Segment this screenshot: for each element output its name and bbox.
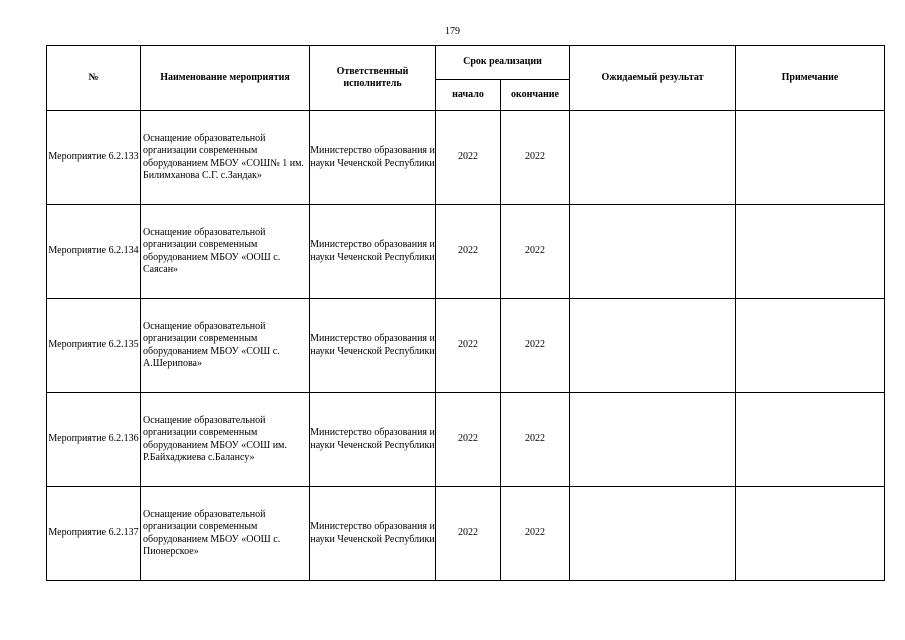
- cell-executor: Министерство образования и науки Чеченской Республики: [310, 205, 436, 299]
- cell-note: [736, 205, 885, 299]
- cell-result: [570, 393, 736, 487]
- cell-start: 2022: [436, 111, 501, 205]
- cell-name: Оснащение образовательной организации современным оборудованием МБОУ «ООШ с. Саясан»: [141, 205, 310, 299]
- cell-end: 2022: [501, 205, 570, 299]
- events-table: [46, 45, 885, 581]
- cell-executor: Министерство образования и науки Чеченской Республики: [310, 299, 436, 393]
- cell-note: [736, 487, 885, 581]
- table-body: [47, 111, 885, 581]
- page-number: 179: [445, 26, 460, 37]
- cell-executor: Министерство образования и науки Чеченской Республики: [310, 487, 436, 581]
- cell-result: [570, 205, 736, 299]
- cell-name: Оснащение образовательной организации современным оборудованием МБОУ «СОШ им. Р.Байхаджиева с.Балансу»: [141, 393, 310, 487]
- table-row: [47, 487, 885, 581]
- cell-result: [570, 111, 736, 205]
- cell-start: 2022: [436, 205, 501, 299]
- cell-note: [736, 111, 885, 205]
- cell-end: 2022: [501, 487, 570, 581]
- cell-start: 2022: [436, 487, 501, 581]
- cell-start: 2022: [436, 393, 501, 487]
- cell-num: Мероприятие 6.2.137: [47, 487, 141, 581]
- table-header: [47, 46, 885, 111]
- table-row: [47, 205, 885, 299]
- cell-result: [570, 299, 736, 393]
- cell-name: Оснащение образовательной организации современным оборудованием МБОУ «ООШ с. Пионерское»: [141, 487, 310, 581]
- header-end: окончание: [501, 80, 570, 111]
- cell-note: [736, 393, 885, 487]
- cell-note: [736, 299, 885, 393]
- cell-executor: Министерство образования и науки Чеченской Республики: [310, 111, 436, 205]
- cell-result: [570, 487, 736, 581]
- cell-end: 2022: [501, 299, 570, 393]
- cell-end: 2022: [501, 393, 570, 487]
- cell-name: Оснащение образовательной организации современным оборудованием МБОУ «СОШ с. А.Шерипова»: [141, 299, 310, 393]
- cell-start: 2022: [436, 299, 501, 393]
- header-start: начало: [436, 80, 501, 111]
- header-result: Ожидаемый результат: [570, 46, 736, 111]
- cell-num: Мероприятие 6.2.135: [47, 299, 141, 393]
- cell-num: Мероприятие 6.2.134: [47, 205, 141, 299]
- header-period: Срок реализации: [436, 46, 570, 80]
- cell-num: Мероприятие 6.2.136: [47, 393, 141, 487]
- header-num: №: [47, 46, 141, 111]
- header-executor: Ответственный исполнитель: [310, 46, 436, 111]
- cell-executor: Министерство образования и науки Чеченской Республики: [310, 393, 436, 487]
- table-row: [47, 299, 885, 393]
- table-row: [47, 393, 885, 487]
- header-note: Примечание: [736, 46, 885, 111]
- cell-end: 2022: [501, 111, 570, 205]
- cell-name: Оснащение образовательной организации современным оборудованием МБОУ «СОШ№ 1 им. Билимханова С.Г. с.Зандак»: [141, 111, 310, 205]
- table-row: [47, 111, 885, 205]
- cell-num: Мероприятие 6.2.133: [47, 111, 141, 205]
- header-name: Наименование мероприятия: [141, 46, 310, 111]
